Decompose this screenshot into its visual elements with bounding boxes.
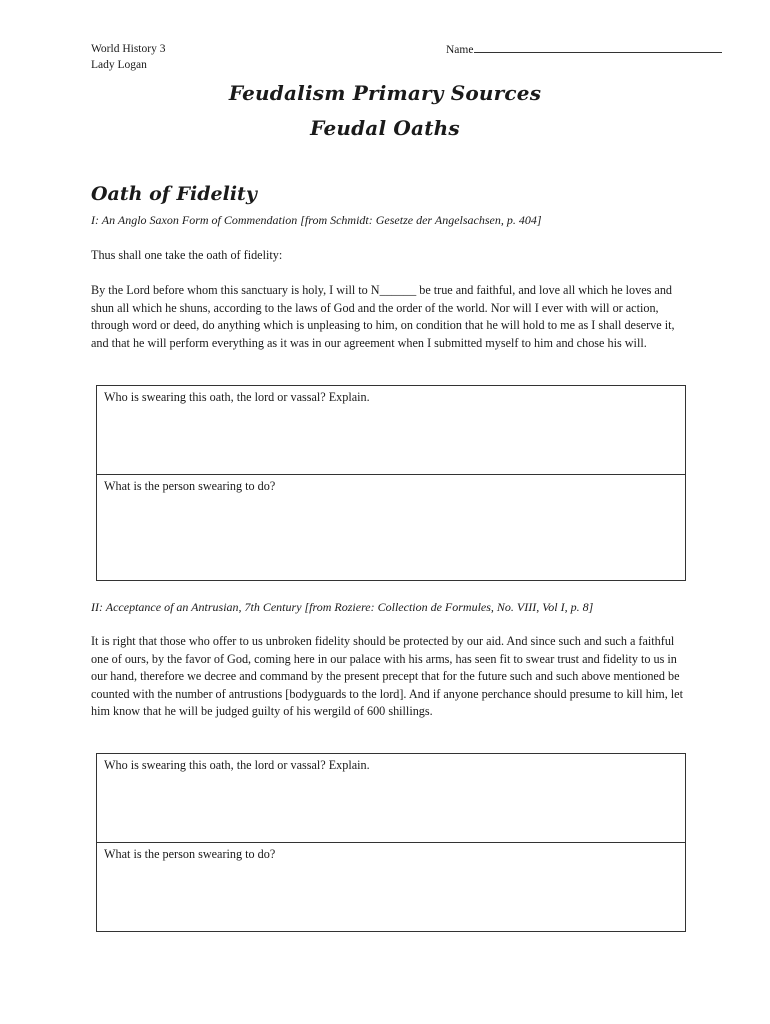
answer-field[interactable] — [97, 386, 685, 474]
page-title: Feudalism Primary Sources — [228, 81, 542, 105]
answer-field[interactable] — [97, 754, 685, 842]
page-subtitle: Feudal Oaths — [310, 116, 460, 140]
answer-field[interactable] — [97, 842, 685, 931]
question-label: What is the person swearing to do? — [104, 847, 276, 861]
course-label: World History 3 — [91, 43, 166, 55]
oath-intro: Thus shall one take the oath of fidelity: — [91, 248, 283, 262]
answer-box-1 — [96, 385, 686, 581]
answer-box-2 — [96, 753, 686, 932]
question-label: What is the person swearing to do? — [104, 479, 276, 493]
question-label: Who is swearing this oath, the lord or vassal? Explain. — [104, 758, 370, 772]
source-citation-2: II: Acceptance of an Antrusian, 7th Century [from Roziere: Collection de Formules, No. VIII, Vol I, p. 8] — [91, 600, 594, 614]
question-label: Who is swearing this oath, the lord or vassal? Explain. — [104, 390, 370, 404]
name-field[interactable] — [446, 42, 722, 58]
source-citation-1: I: An Anglo Saxon Form of Commendation [from Schmidt: Gesetze der Angelsachsen, p. 404] — [91, 213, 542, 227]
answer-field[interactable] — [97, 474, 685, 580]
oath-text-1: By the Lord before whom this sanctuary is holy, I will to N______ be true and faithful, and love all which he loves and shun all which he shuns, according to the laws of God and the order of the world. Nor will I ever with will or action, through word or deed, do anything which is unpleasing to him, on condition that he will hold to me as I shall deserve it, and that he will perform everything as it was in our agreement when I submitted myself to him and chose his will. — [91, 283, 675, 350]
teacher-label: Lady Logan — [91, 59, 147, 71]
name-blank-line[interactable] — [474, 42, 722, 53]
oath-text-2: It is right that those who offer to us unbroken fidelity should be protected by our aid. And since such and such a faithful one of ours, by the favor of God, coming here in our palace with his arms, has seen fit to swear trust and fidelity to us in our hand, therefore we decree and command by the present precept that for the future such and such above mentioned be counted with the number of antrustions [bodyguards to the lord]. And if anyone perchance should presume to kill him, let him know that he will be judged guilty of his wergild of 600 shillings. — [91, 634, 683, 718]
name-label: Name — [446, 44, 474, 56]
section-heading: Oath of Fidelity — [91, 183, 257, 205]
